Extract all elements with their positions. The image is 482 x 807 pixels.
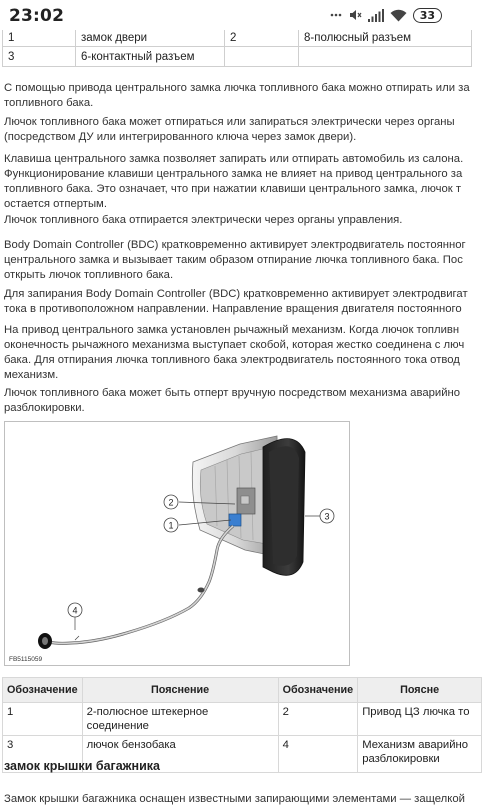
battery-indicator: 33 bbox=[413, 8, 442, 23]
callout-label-4: 4 bbox=[72, 605, 78, 616]
callout-label-1: 1 bbox=[168, 520, 174, 531]
callout-label-3: 3 bbox=[324, 511, 330, 522]
table-cell: замок двери bbox=[76, 30, 225, 47]
paragraph: Лючок топливного бака отпирается электрически через органы управления. bbox=[4, 214, 403, 226]
table-cell bbox=[225, 47, 299, 67]
table-row bbox=[3, 30, 472, 47]
column-header: Обозначение bbox=[3, 678, 83, 703]
paragraph: Лючок топливного бака может быть отперт вручную посредством механизма аварийно разблокировки. bbox=[4, 387, 461, 414]
status-bar bbox=[0, 0, 450, 30]
paragraph: Лючок топливного бака может отпираться или запираться электрически через органы (посредством ДУ или интегрированного ключа через замок двери). bbox=[4, 116, 455, 143]
table-cell: 3 bbox=[3, 736, 83, 773]
table-row bbox=[3, 47, 472, 67]
table-cell: 1 bbox=[3, 30, 76, 47]
figure-code: FB5115059 bbox=[9, 656, 43, 663]
mute-icon bbox=[348, 8, 362, 22]
table-cell: 1 bbox=[3, 703, 83, 736]
table-cell: 2-полюсное штекерное соединение bbox=[82, 703, 278, 736]
table-cell: 4 bbox=[278, 736, 358, 773]
table-cell bbox=[299, 47, 472, 67]
parts-table bbox=[2, 30, 472, 67]
paragraph: Замок крышки багажника оснащен известными запирающими элементами — защелкой bbox=[4, 793, 465, 805]
table-row bbox=[3, 703, 482, 736]
table-cell: Привод ЦЗ лючка то bbox=[358, 703, 482, 736]
status-time: 23:02 bbox=[9, 6, 65, 26]
table-cell: 2 bbox=[278, 703, 358, 736]
paragraph: Body Domain Controller (BDC) кратковременно активирует электродвигатель постоянног центрального замка и вызывает таким образом отпирание лючка топливного бака. Пос открыть лючок топливного бака. bbox=[4, 239, 466, 281]
signal-icon bbox=[368, 9, 384, 22]
table-cell: 2 bbox=[225, 30, 299, 47]
table-header-row bbox=[3, 678, 482, 703]
column-header: Поясне bbox=[358, 678, 482, 703]
table-cell: 8-полюсный разъем bbox=[299, 30, 472, 47]
column-header: Обозначение bbox=[278, 678, 358, 703]
section-heading: замок крышки багажника bbox=[4, 759, 160, 773]
status-icons bbox=[330, 7, 442, 23]
wifi-icon bbox=[390, 9, 407, 22]
column-header: Пояснение bbox=[82, 678, 278, 703]
more-dots-icon bbox=[330, 13, 342, 17]
callout-label-2: 2 bbox=[168, 497, 174, 508]
paragraph: На привод центрального замка установлен рычажный механизм. Когда лючок топливн оконечность рычажного механизма выступает скобой, которая жестко соединена с люч бака. Для отпирания лючка топливного бака электродвигатель постоянного тока отвод механизм. bbox=[4, 324, 465, 381]
paragraph: Клавиша центрального замка позволяет запирать или отпирать автомобиль из салона. Функционирование клавиши центрального замка не влияет на привод центрального за топливного бака. Это означает, что при нажатии клавиши центрального замка, лючок т остается отпертым. bbox=[4, 153, 464, 210]
paragraph: С помощью привода центрального замка лючка топливного бака можно отпирать или за топливного бака. bbox=[4, 82, 470, 109]
table-cell: 3 bbox=[3, 47, 76, 67]
table-cell: лючок бензобака bbox=[82, 736, 278, 773]
fuel-flap-illustration bbox=[5, 422, 349, 665]
table-cell: 6-контактный разъем bbox=[76, 47, 225, 67]
table-cell: Механизм аварийно разблокировки bbox=[358, 736, 482, 773]
fuel-flap-diagram[interactable] bbox=[4, 421, 350, 666]
article-content[interactable] bbox=[0, 30, 470, 805]
paragraph: Для запирания Body Domain Controller (BDC) кратковременно активирует электродвигат тока в противоположном направлении. Направление вращения двигателя постоянного bbox=[4, 288, 468, 315]
